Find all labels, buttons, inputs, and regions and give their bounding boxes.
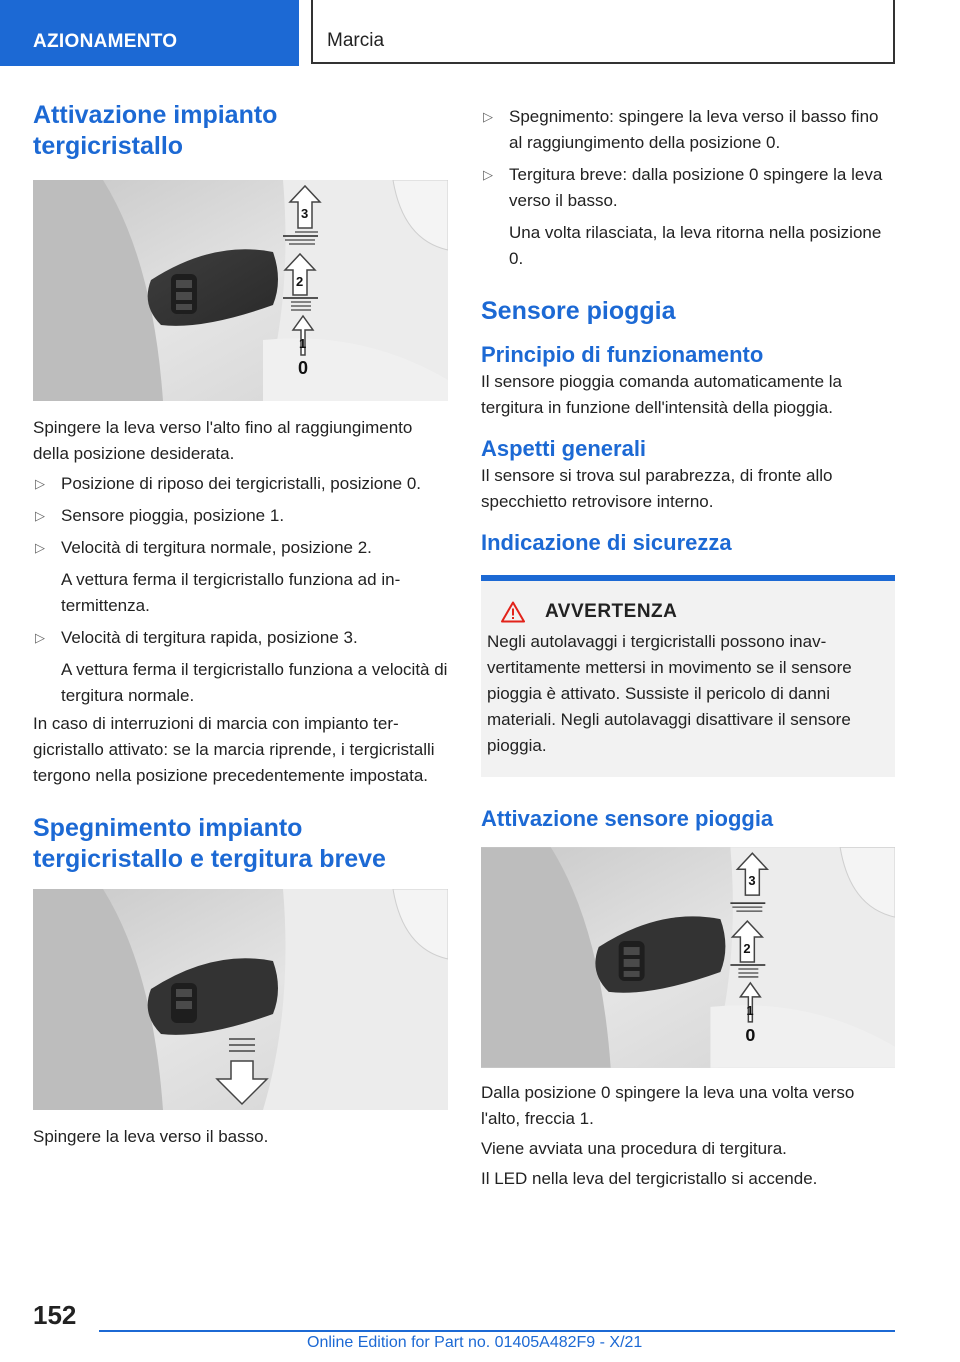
list-item bbox=[33, 503, 448, 529]
list-item bbox=[481, 104, 895, 156]
lever-down-illustration bbox=[33, 889, 448, 1110]
figure-label-0: 0 bbox=[745, 1024, 756, 1045]
subheading-general: Aspetti generali bbox=[481, 436, 647, 461]
subheading-activate-rain-sensor: Attivazione sensore pioggia bbox=[481, 806, 774, 831]
page-header bbox=[0, 0, 960, 66]
warning-triangle-icon bbox=[501, 601, 525, 623]
triangle-bullet-icon: ▷ bbox=[483, 109, 493, 124]
chapter-title: Marcia bbox=[327, 30, 385, 51]
list-item-note: A vettura ferma il tergicristallo funziona ad intermittenza. bbox=[61, 570, 401, 615]
figure-label-0: 0 bbox=[298, 358, 309, 378]
figure-lever-up-1 bbox=[33, 180, 448, 401]
figure-label-1: 1 bbox=[299, 336, 307, 351]
lever-up-illustration bbox=[481, 847, 895, 1068]
list-item bbox=[33, 625, 448, 651]
paragraph: In caso di interruzioni di marcia con impianto tergicristallo attivato: se la marcia riprende, i tergicristalli tergono nella posizione precedentemente impostata. bbox=[33, 714, 435, 785]
list-item-note: A vettura ferma il tergicristallo funziona a velocità di tergitura normale. bbox=[61, 660, 448, 705]
figure-label-3: 3 bbox=[301, 206, 309, 221]
list-item-text: Velocità di tergitura rapida, posizione 3. bbox=[61, 628, 358, 647]
left-column bbox=[33, 100, 448, 1150]
triangle-bullet-icon: ▷ bbox=[35, 476, 45, 491]
warning-text: Negli autolavaggi i tergicristalli possono inavvertitamente mettersi in movimento se il sensore pioggia è attivato. Sussiste il pericolo di danni materiali. Negli autolavaggi disattivare il sensore pioggia. bbox=[487, 632, 852, 755]
list-item-text: Sensore pioggia, posizione 1. bbox=[61, 506, 285, 525]
list-item-text: Tergitura breve: dalla posizione 0 spingere la leva verso il basso. bbox=[509, 165, 883, 210]
lever-up-illustration bbox=[33, 180, 448, 401]
triangle-bullet-icon: ▷ bbox=[35, 540, 45, 555]
list-item bbox=[33, 471, 448, 497]
subheading-safety: Indicazione di sicurezza bbox=[481, 530, 732, 555]
warning-box bbox=[481, 575, 895, 777]
paragraph: Il sensore pioggia comanda automaticamente la tergitura in funzione dell'intensità della pioggia. bbox=[481, 372, 842, 417]
list-item-text: Posizione di riposo dei tergicristalli, posizione 0. bbox=[61, 474, 422, 493]
figure-lever-up-2 bbox=[481, 847, 895, 1068]
section-tab[interactable]: AZIONAMENTO bbox=[0, 0, 299, 66]
figure-label-2: 2 bbox=[743, 941, 751, 957]
list-item-text: Velocità di tergitura normale, posizione 2. bbox=[61, 538, 372, 557]
paragraph: Dalla posizione 0 spingere la leva una volta verso l'alto, freccia 1. bbox=[481, 1083, 855, 1128]
list-item-note: Una volta rilasciata, la leva ritorna nella posizione 0. bbox=[509, 223, 882, 268]
chapter-box bbox=[311, 0, 895, 64]
paragraph: Il sensore si trova sul parabrezza, di fronte allo specchietto retrovisore interno. bbox=[481, 466, 833, 511]
paragraph: Spingere la leva verso l'alto fino al raggiungimento della posizione desiderata. bbox=[33, 418, 413, 463]
figure-label-2: 2 bbox=[296, 274, 304, 289]
triangle-bullet-icon: ▷ bbox=[35, 630, 45, 645]
figure-lever-down bbox=[33, 889, 448, 1110]
warning-title: AVVERTENZA bbox=[545, 601, 678, 622]
warning-header bbox=[501, 601, 889, 623]
paragraph: Il LED nella leva del tergicristallo si accende. bbox=[481, 1169, 818, 1188]
figure-label-3: 3 bbox=[748, 873, 756, 889]
heading-rain-sensor: Sensore pioggia bbox=[481, 297, 676, 325]
heading-deactivation: Spegnimento impianto tergicristallo e tergitura breve bbox=[33, 814, 386, 873]
paragraph: Spingere la leva verso il basso. bbox=[33, 1127, 269, 1146]
list-item-text: Spegnimento: spingere la leva verso il basso fino al raggiungimento della posizione 0. bbox=[509, 107, 879, 152]
page-number: 152 bbox=[33, 1300, 77, 1330]
figure-label-1: 1 bbox=[746, 1002, 754, 1018]
list-item bbox=[481, 162, 895, 214]
footer-edition[interactable]: Online Edition for Part no. 01405A482F9 - X/21 bbox=[307, 1334, 643, 1351]
footer-divider bbox=[99, 1330, 895, 1332]
triangle-bullet-icon: ▷ bbox=[35, 508, 45, 523]
triangle-bullet-icon: ▷ bbox=[483, 167, 493, 182]
paragraph: Viene avviata una procedura di tergitura. bbox=[481, 1139, 787, 1158]
subheading-principle: Principio di funzionamento bbox=[481, 342, 764, 367]
list-item bbox=[33, 535, 448, 561]
heading-activation: Attivazione impianto tergicristallo bbox=[33, 101, 278, 160]
right-column bbox=[481, 104, 895, 1192]
